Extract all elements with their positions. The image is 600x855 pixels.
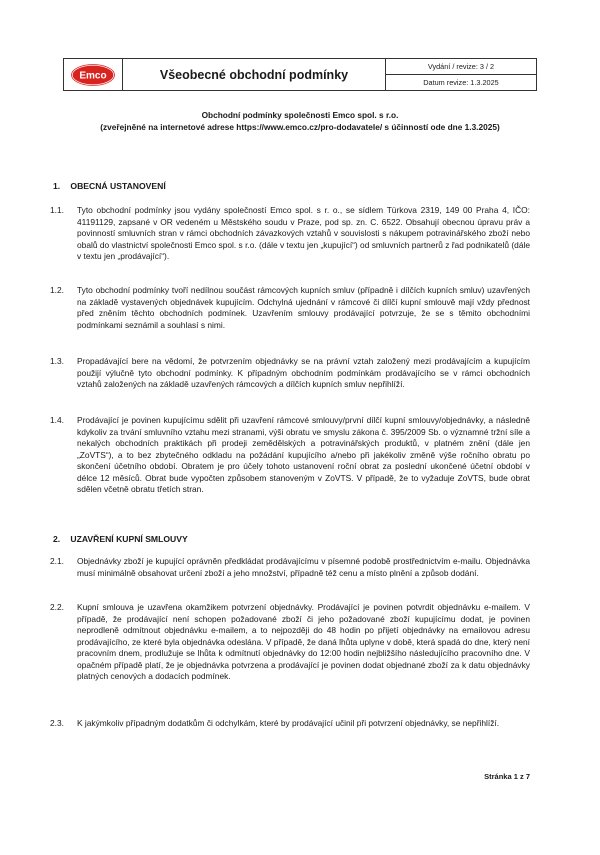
clause [50,556,530,579]
clause-text: Propadávající bere na vědomí, že potvrzením objednávky se na právní vztah založený mezi prodávajícím a kupujícím použijí výlučně tyto obchodní podmínky. K případným obchodním podmínkám prodávajícího se v rámci obchodních vztahů založených na základě uzavřených rámcových a dílčích kupních smluv nepřihlíží. [77,356,530,389]
revision-info [386,59,536,90]
clause [50,415,530,496]
clause-text: K jakýmkoliv případným dodatkům či odchylkám, které by prodávající učinil při potvrzení objednávky, se nepřihlíží. [77,718,500,728]
clause-number: 2.2. [50,602,64,612]
clause [50,718,530,730]
document-intro [30,110,570,133]
clause-number: 2.3. [50,718,64,728]
emco-logo [71,64,115,86]
clause-number: 1.3. [50,356,64,366]
page-number: Stránka 1 z 7 [484,772,530,781]
clause-text: Tyto obchodní podmínky tvoří nedílnou součást rámcových kupních smluv (případně i dílčích kupních smluv) uzavřených na základě vystavených objednávek kupujícím. Odchylná ujednání v rámcové či dílčí kupní smlouvě mají vždy přednost před zněním těchto obchodních podmínek. Uzavřením smlouvy prodávající potvrzuje, že se s těmito obchodními podmínkami seznámil a souhlasí s nimi. [77,285,530,330]
clause [50,205,530,263]
document-title: Všeobecné obchodní podmínky [123,59,386,90]
clause [50,602,530,683]
section-title: UZAVŘENÍ KUPNÍ SMLOUVY [70,534,188,544]
clause-text: Prodávající je povinen kupujícímu sdělit při uzavření rámcové smlouvy/první dílčí kupní smlouvy/objednávky, a následně kdykoliv za trvání smluvního vztahu mezi stranami, výši obratu ve smyslu zákona č. 395/2009 Sb. o významné tržní síle a nekalých obchodních praktikách při prodeji zemědělských a potravinářských produktů, v platném znění (dále jen „ZoVTS“), a to bez zbytečného odkladu na požádání kupujícího a/nebo při jakékoliv změně výše ročního obratu po skončení účetního období. Obratem je pro účely tohoto ustanovení roční obrat za poslední ukončené účetní období v délce 12 měsíců. Obrat bude vypočten způsobem stanoveným v ZoVTS. V případě, že to vyžaduje ZoVTS, bude obrat sdělen včetně obratu třetích stran. [77,415,530,494]
clause-number: 1.4. [50,415,64,425]
clause-text: Kupní smlouva je uzavřena okamžikem potvrzení objednávky. Prodávající je povinen potvrdit objednávku e-mailem. V případě, že prodávající není schopen požadované zboží či jeho požadované zboží kupujícímu dodat, je povinen neprodleně odmítnout objednávku e-mailem, a to nejpozději do 48 hodin po přijetí objednávky na emailovou adresu prodávajícího, ze které byla objednávka odeslána. V případě, že daná lhůta uplyne v době, která spadá do dne, který není pracovním dnem, prodlužuje se lhůta k odmítnutí objednávky do 12:00 hodin nejbližšího následujícího pracovního dne. V opačném případě platí, že je objednávka potvrzena a prodávající je povinen dodat objednané zboží za k datu objednávky platných cenových a dodacích podmínek. [77,602,530,681]
revision-number: Vydání / revize: 3 / 2 [427,62,495,71]
clause-text: Tyto obchodní podmínky jsou vydány společností Emco spol. s r. o., se sídlem Türkova 2319, 149 00 Praha 4, IČO: 41191129, zapsané v OR vedeném u Městského soudu v Praze, pod sp. zn. C. 6522. Obsahují obecnou úpravu práv a povinností smluvních stran v rámci obchodních závazkových vztahů v souvislosti s nákupem potravinářského zboží nebo obalů do vlastnictví společnosti Emco spol. s r.o. (dále v textu jen „kupující“) od smluvních partnerů z řad podnikatelů (dále v textu jen „prodávající“). [77,205,530,261]
document-header [63,58,537,91]
clause-number: 1.1. [50,205,64,215]
intro-line-2: (zveřejněné na internetové adrese https://www.emco.cz/pro-dodavatele/ s účinností ode dne 1.3.2025) [100,121,500,132]
logo-cell [64,59,123,90]
clause [50,356,530,391]
section-heading [53,181,166,191]
intro-line-1: Obchodní podmínky společnosti Emco spol. s r.o. [201,110,399,120]
clause-text: Objednávky zboží je kupující oprávněn předkládat prodávajícímu v písemné podobě prostřednictvím e-mailu. Objednávka musí minimálně obsahovat určení zboží a jeho množství, případně též cenu a místo plnění a způsob dodání. [77,556,530,578]
revision-date: Datum revize: 1.3.2025 [386,74,536,90]
section-number: 1. [53,181,61,191]
logo-text: Emco [79,70,107,81]
clause [50,285,530,331]
clause-number: 2.1. [50,556,64,566]
clause-number: 1.2. [50,285,64,295]
section-number: 2. [53,534,61,544]
section-heading [53,534,188,544]
section-title: OBECNÁ USTANOVENÍ [70,181,166,191]
